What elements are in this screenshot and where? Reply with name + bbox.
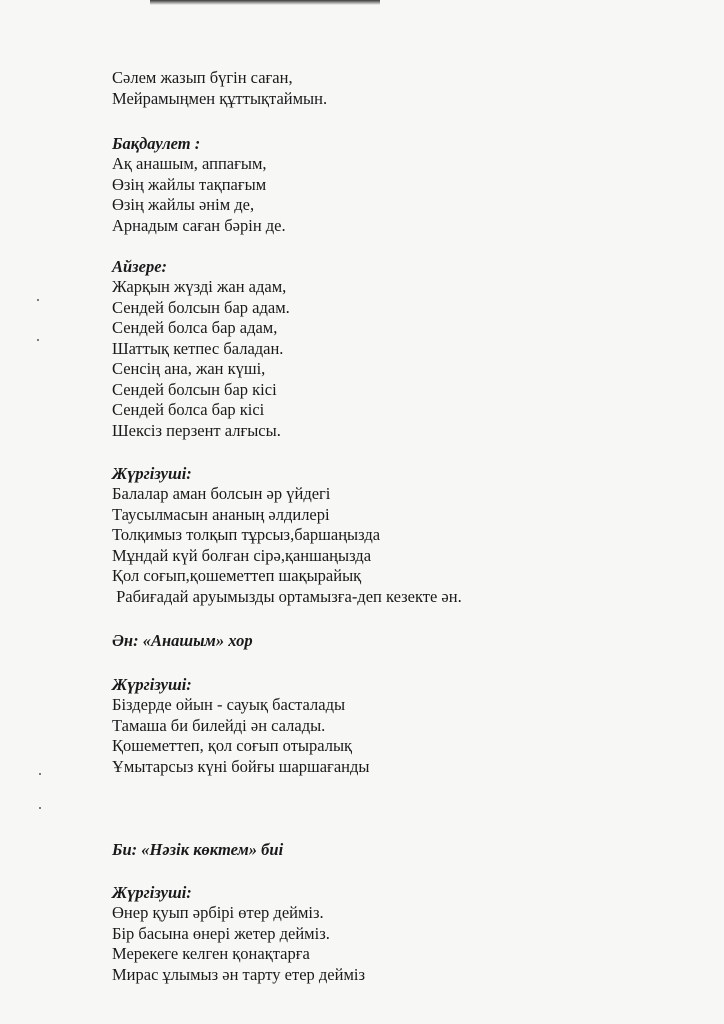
speaker-heading: Айзере: xyxy=(112,257,168,276)
verse-presenter-3 xyxy=(112,883,672,985)
verse-line: Рабиғадай аруымызды ортамызға-деп кезекте ән. xyxy=(112,586,462,606)
verse-line: Қол соғып,қошеметтеп шақырайық xyxy=(112,566,362,585)
verse-bakdaulet xyxy=(112,134,672,236)
verse-line: Бір басына өнері жетер дейміз. xyxy=(112,923,330,943)
verse-presenter-2 xyxy=(112,675,672,777)
verse-line: Шексіз перзент алғысы. xyxy=(112,420,281,440)
verse-line: Ұмытарсыз күні бойғы шаршағанды xyxy=(112,756,370,776)
verse-aizere xyxy=(112,257,672,441)
verse-line: Мерекеге келген қонақтарға xyxy=(112,944,310,963)
verse-presenter-1 xyxy=(112,464,672,607)
dance-heading-section xyxy=(112,840,672,860)
verse-opening xyxy=(112,68,672,109)
speaker-heading: Жүргізуші: xyxy=(112,883,192,902)
verse-line: Сендей болсын бар адам. xyxy=(112,297,290,317)
speaker-heading: Жүргізуші: xyxy=(112,675,192,694)
verse-line: Мұндай күй болған сірә,қаншаңызда xyxy=(112,545,372,565)
scan-speck xyxy=(37,299,39,301)
verse-line: Толқимыз толқып тұрсыз,баршаңызда xyxy=(112,525,381,544)
dance-heading: Би: «Нәзік көктем» биі xyxy=(112,840,284,859)
speaker-heading: Бақдаулет : xyxy=(112,134,201,153)
verse-line: Таусылмасын ананың әлдилері xyxy=(112,504,330,524)
scan-speck xyxy=(39,807,41,809)
verse-line: Сәлем жазып бүгін саған, xyxy=(112,68,293,87)
verse-line: Сендей болсын бар кісі xyxy=(112,379,277,399)
speaker-heading: Жүргізуші: xyxy=(112,464,192,483)
verse-line: Мейрамыңмен құттықтаймын. xyxy=(112,88,328,108)
verse-line: Мирас ұлымыз ән тарту етер дейміз xyxy=(112,964,366,984)
scan-speck xyxy=(37,339,39,341)
scan-top-edge-shadow xyxy=(150,0,380,5)
verse-line: Сенсің ана, жан күші, xyxy=(112,359,266,378)
verse-line: Өзің жайлы әнім де, xyxy=(112,195,255,214)
song-heading: Ән: «Анашым» хор xyxy=(112,631,253,650)
verse-line: Ақ анашым, аппағым, xyxy=(112,154,267,173)
scan-speck xyxy=(39,773,41,775)
verse-line: Шаттық кетпес баладан. xyxy=(112,338,284,358)
verse-line: Өнер қуып әрбірі өтер дейміз. xyxy=(112,903,324,922)
song-heading-section xyxy=(112,631,672,651)
verse-line: Біздерде ойын - сауық басталады xyxy=(112,695,346,714)
verse-line: Арнадым саған бәрін де. xyxy=(112,215,286,235)
verse-line: Сендей болса бар кісі xyxy=(112,400,265,419)
verse-line: Өзің жайлы тақпағым xyxy=(112,174,267,194)
verse-line: Қошеметтеп, қол соғып отыралық xyxy=(112,736,353,755)
verse-line: Сендей болса бар адам, xyxy=(112,318,278,337)
document-page xyxy=(112,68,672,985)
verse-line: Жарқын жүзді жан адам, xyxy=(112,277,287,296)
verse-line: Тамаша би билейді ән салады. xyxy=(112,715,326,735)
verse-line: Балалар аман болсын әр үйдегі xyxy=(112,484,331,503)
